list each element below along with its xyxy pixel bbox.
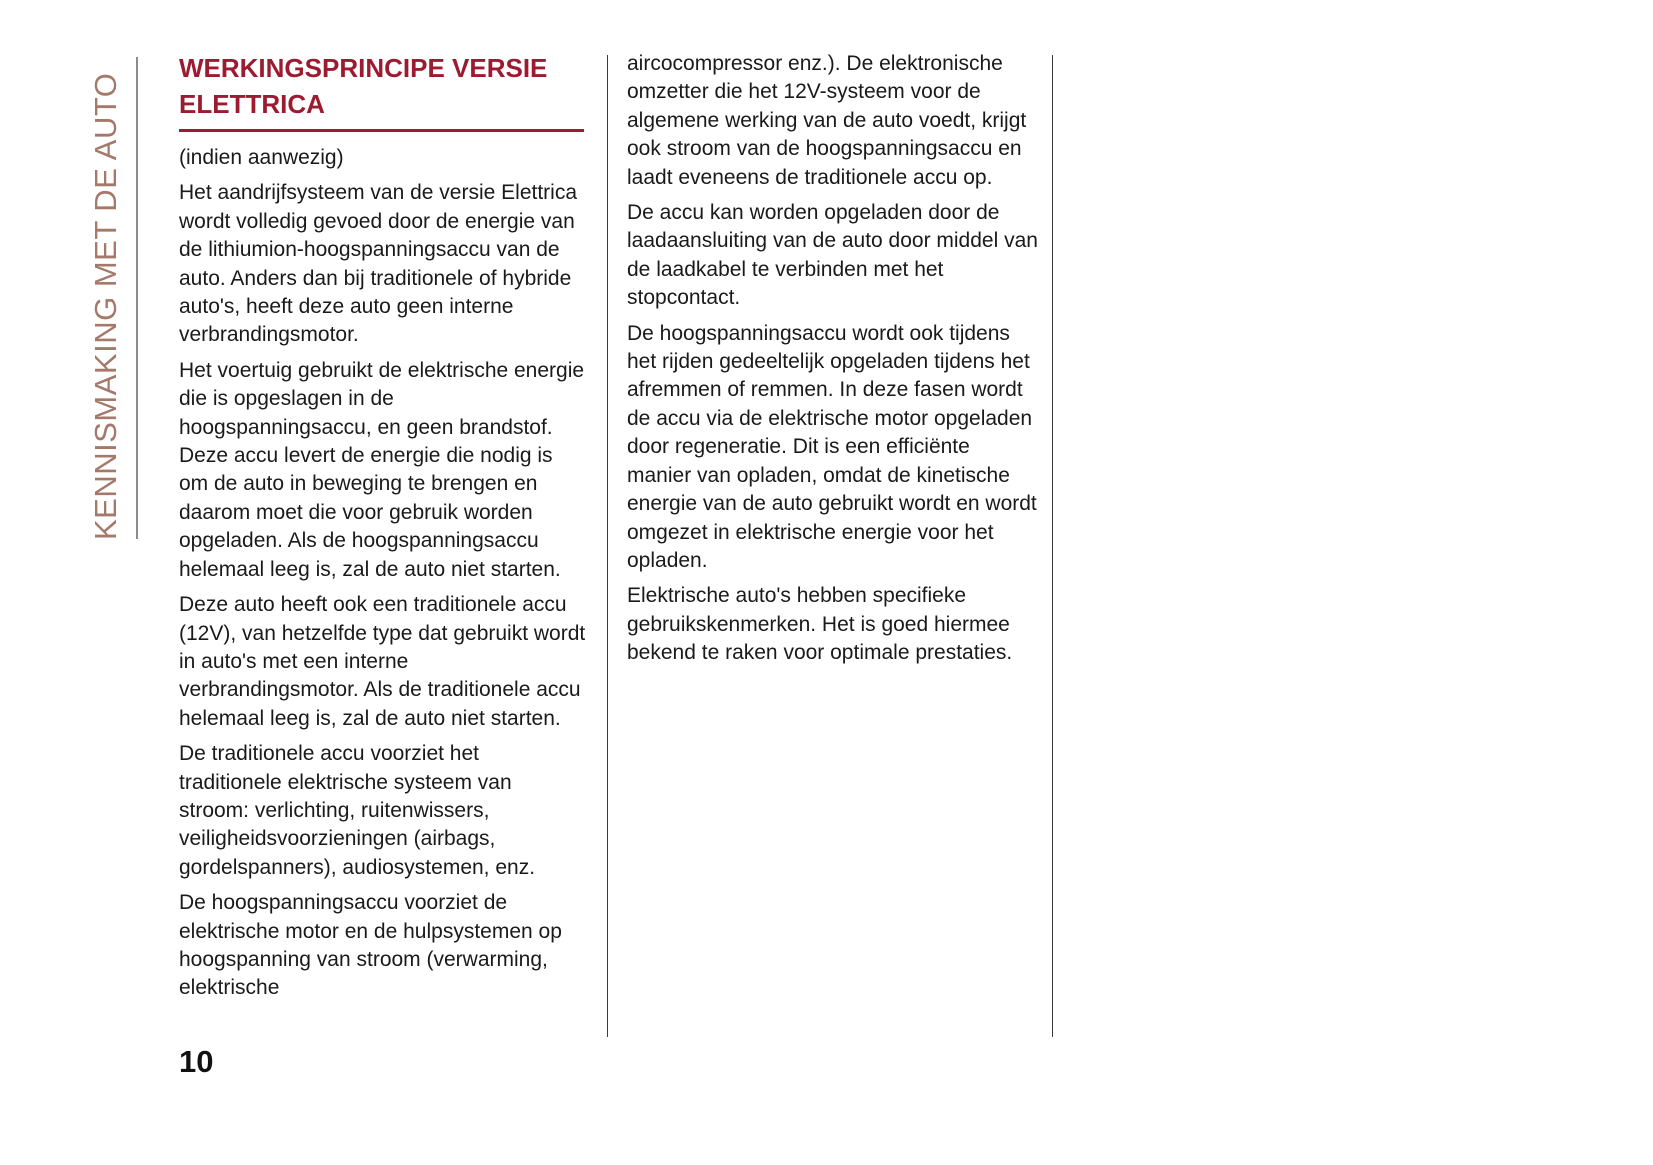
column-divider [607,55,608,1037]
paragraph: Elektrische auto's hebben specifieke gebruikskenmerken. Het is goed hiermee bekend te raken voor optimale prestaties. [627,584,1013,665]
column-left [179,50,587,1010]
paragraph: Deze auto heeft ook een traditionele accu (12V), van hetzelfde type dat gebruikt wordt in auto's met een interne verbrandingsmotor. Als de traditionele accu helemaal leeg is, zal de auto niet starten. [179,593,586,730]
title-underline [179,129,584,132]
paragraph: aircocompressor enz.). De elektronische omzetter die het 12V-systeem voor de algemene werking van de auto voedt, krijgt ook stroom van de hoogspanningsaccu en laadt eveneens de traditionele accu op. [627,52,1027,189]
paragraph: Het voertuig gebruikt de elektrische energie die is opgeslagen in de hoogspanningsaccu, en geen brandstof. Deze accu levert de energie die nodig is om de auto in beweging te brengen en daarom moet die voor gebruik worden opgeladen. Als de hoogspanningsaccu helemaal leeg is, zal de auto niet starten. [179,358,585,581]
page-number: 10 [179,1044,214,1079]
paragraph: De accu kan worden opgeladen door de laadaansluiting van de auto door middel van de laadkabel te verbinden met het stopcontact. [627,201,1038,310]
paragraph: De hoogspanningsaccu wordt ook tijdens het rijden gedeeltelijk opgeladen tijdens het afremmen of remmen. In deze fasen wordt de accu via de elektrische motor opgeladen door regeneratie. Dit is een efficiënte manier van opladen, omdat de kinetische energie van de auto gebruikt wordt en wordt omgezet in elektrische energie voor het opladen. [627,321,1037,572]
sidebar-section-label: KENNISMAKING MET DE AUTO [88,72,123,540]
paragraph: De hoogspanningsaccu voorziet de elektrische motor en de hulpsystemen op hoogspanning van stroom (verwarming, elektrische [179,891,562,1000]
right-edge-rule [1052,55,1053,1037]
paragraph: Het aandrijfsysteem van de versie Elettrica wordt volledig gevoed door de energie van de lithiumion-hoogspanningsaccu van de auto. Anders dan bij traditionele of hybride auto's, heeft deze auto geen interne verbrandingsmotor. [179,181,578,347]
availability-note: (indien aanwezig) [179,146,344,169]
article-title-line: WERKINGSPRINCIPE VERSIE [179,53,548,83]
article-title [179,50,587,122]
article-title-line: ELETTRICA [179,89,325,119]
column-right [627,50,1039,675]
sidebar-rule [136,57,138,539]
paragraph: De traditionele accu voorziet het traditionele elektrische systeem van stroom: verlichting, ruitenwissers, veiligheidsvoorzieningen (airbags, gordelspanners), audiosystemen, enz. [179,742,536,879]
